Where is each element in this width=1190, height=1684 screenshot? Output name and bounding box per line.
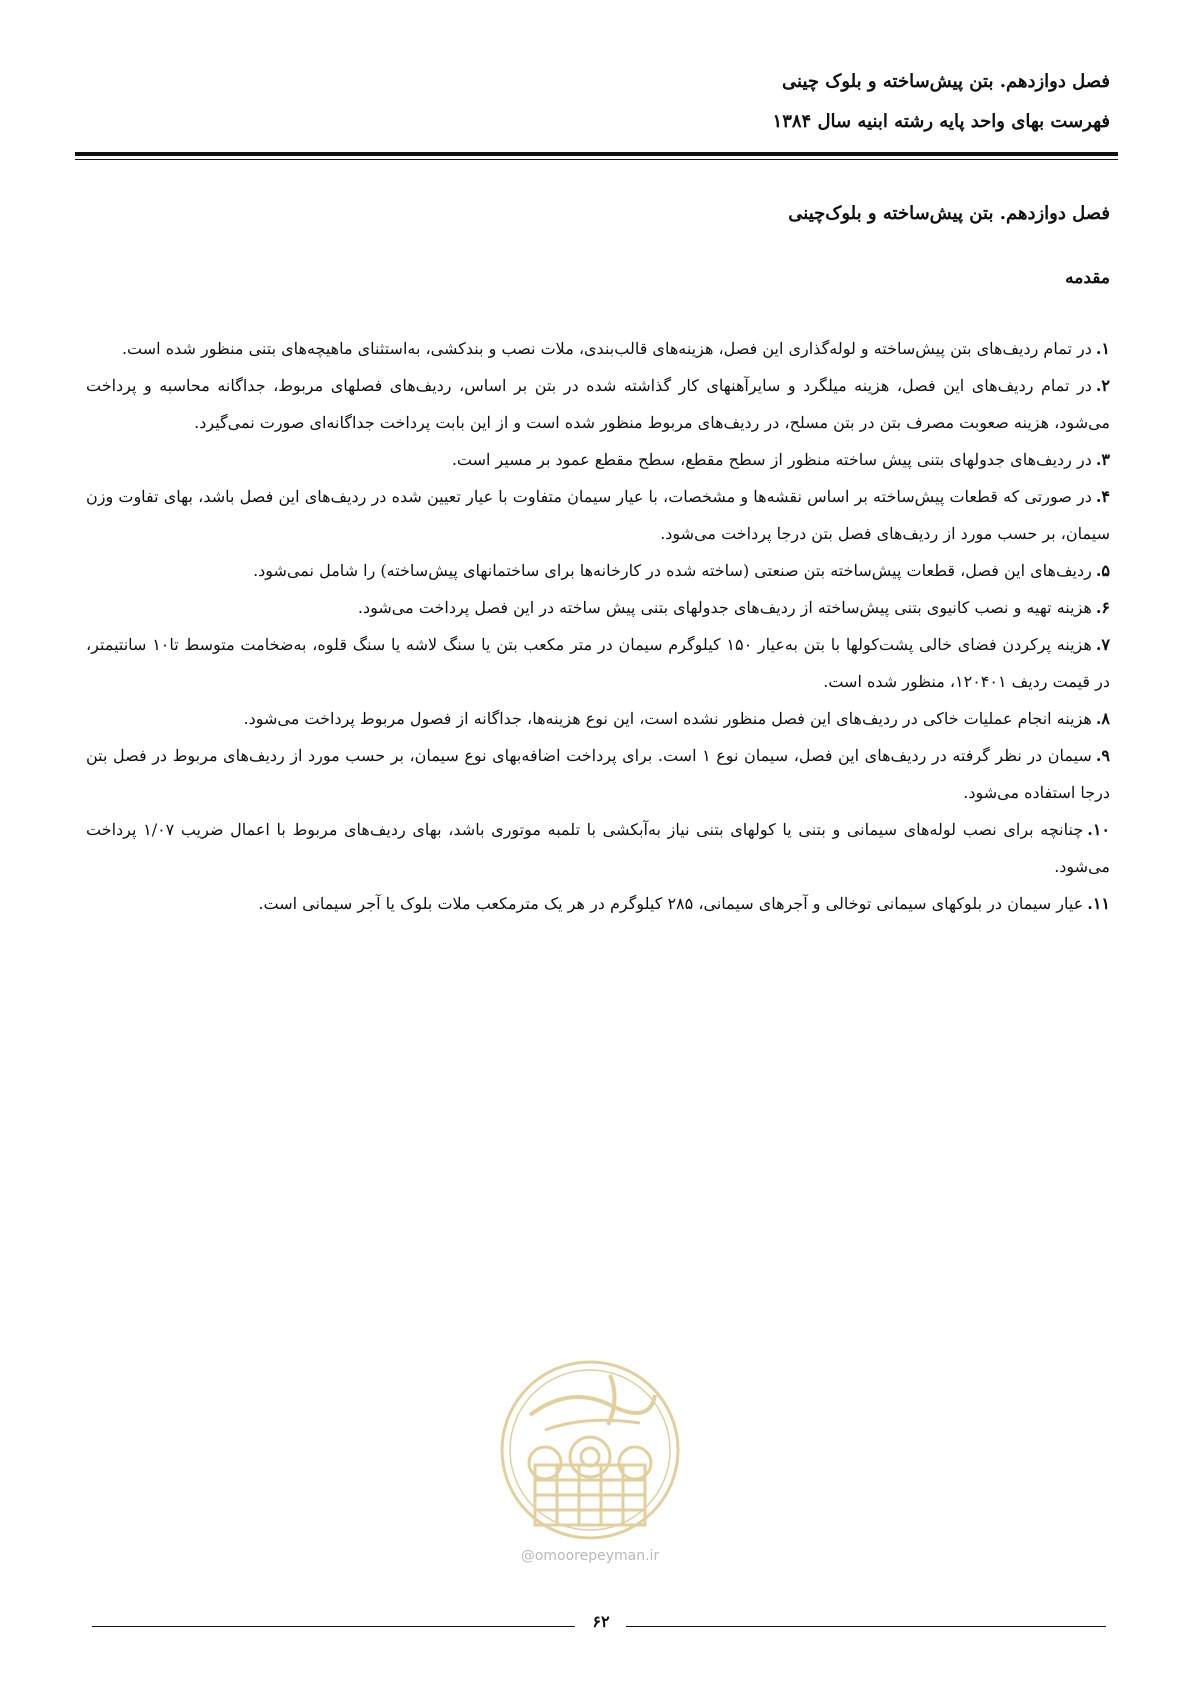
item-number: ۸. xyxy=(1095,709,1110,728)
intro-item xyxy=(86,885,1110,922)
intro-item xyxy=(86,811,1110,885)
item-text: در تمام ردیف‌های این فصل، هزینه میلگرد و سایرآهنهای کار گذاشته شده در بتن بر اساس، ردیف‌های فصلهای مربوط، جداگانه محاسبه و پرداخت می‌شود، هزینه صعوبت مصرف بتن در بتن مسلح، در ردیف‌های مربوط منظور شده است و از این بابت پرداخت جداگانه‌ای صورت نمی‌گیرد. xyxy=(86,376,1110,432)
footer-rule-left xyxy=(92,1626,575,1627)
item-number: ۵. xyxy=(1095,561,1110,580)
item-text: هزینه انجام عملیات خاکی در ردیف‌های این فصل منظور نشده است، این نوع هزینه‌ها، جداگانه از فصول مربوط پرداخت می‌شود. xyxy=(243,709,1092,728)
item-text: در تمام ردیف‌های بتن پیش‌ساخته و لوله‌گذاری این فصل، هزینه‌های قالب‌بندی، ملات نصب و بندکشی، به‌استثنای ماهیچه‌های بتنی منظور شده است. xyxy=(121,339,1092,358)
watermark-logo xyxy=(490,1345,690,1575)
page-header xyxy=(75,62,1110,142)
item-number: ۳. xyxy=(1095,450,1110,469)
item-number: ۷. xyxy=(1095,635,1110,654)
chapter-title: فصل دوازدهم. بتن پیش‌ساخته و بلوک‌چینی xyxy=(788,203,1110,224)
intro-item xyxy=(86,626,1110,700)
header-rule-thick xyxy=(75,152,1118,156)
item-number: ۱. xyxy=(1095,339,1110,358)
intro-heading: مقدمه xyxy=(1065,268,1110,288)
item-text: در ردیف‌های جدولهای بتنی پیش ساخته منظور از سطح مقطع، سطح مقطع عمود بر مسیر است. xyxy=(451,450,1092,469)
item-text: هزینه تهیه و نصب کانیوی بتنی پیش‌ساخته از ردیف‌های جدولهای بتنی پیش ساخته در این فصل پرداخت می‌شود. xyxy=(357,598,1092,617)
page-number: ۶۲ xyxy=(592,1612,610,1631)
item-number: ۱۱. xyxy=(1087,894,1110,913)
item-text: در صورتی که قطعات پیش‌ساخته بر اساس نقشه‌ها و مشخصات، با عیار سیمان متفاوت با عیار تعیین شده در ردیف‌های این فصل باشد، بهای تفاوت وزن سیمان، بر حسب مورد از ردیف‌های فصل بتن درجا پرداخت می‌شود. xyxy=(86,487,1110,543)
intro-item xyxy=(86,552,1110,589)
item-text: ردیف‌های این فصل، قطعات پیش‌ساخته بتن صنعتی (ساخته شده در کارخانه‌ها برای ساختمانهای پیش‌ساخته) را شامل نمی‌شود. xyxy=(253,561,1092,580)
item-text: سیمان در نظر گرفته در ردیف‌های این فصل، سیمان نوع ۱ است. برای پرداخت اضافه‌بهای نوع سیمان، بر حسب مورد از ردیف‌های مربوط در فصل بتن درجا استفاده می‌شود. xyxy=(86,746,1110,802)
item-number: ۴. xyxy=(1095,487,1110,506)
intro-item xyxy=(86,478,1110,552)
intro-item xyxy=(86,700,1110,737)
intro-item xyxy=(86,589,1110,626)
intro-items-list xyxy=(86,330,1110,922)
item-text: چنانچه برای نصب لوله‌های سیمانی و بتنی یا کولهای بتنی نیاز به‌آبکشی با تلمبه موتوری باشد، بهای ردیف‌های مربوط با اعمال ضریب ۱/۰۷ پرداخت می‌شود. xyxy=(86,820,1110,876)
header-price-list-line: فهرست بهای واحد پایه رشته ابنیه سال ۱۳۸۴ xyxy=(772,111,1110,132)
item-text: عیار سیمان در بلوکهای سیمانی توخالی و آجرهای سیمانی، ۲۸۵ کیلوگرم در هر یک مترمکعب ملات بلوک یا آجر سیمانی است. xyxy=(258,894,1084,913)
item-number: ۲. xyxy=(1095,376,1110,395)
intro-item xyxy=(86,737,1110,811)
header-chapter-line: فصل دوازدهم. بتن پیش‌ساخته و بلوک چینی xyxy=(782,71,1110,92)
item-number: ۱۰. xyxy=(1087,820,1110,839)
intro-item xyxy=(86,441,1110,478)
intro-item xyxy=(86,330,1110,367)
item-number: ۹. xyxy=(1095,746,1111,765)
watermark-seal-icon xyxy=(490,1345,690,1555)
header-rule-thin xyxy=(75,159,1118,160)
footer-rule-right xyxy=(626,1626,1106,1627)
item-text: هزینه پرکردن فضای خالی پشت‌کولها با بتن به‌عیار ۱۵۰ کیلوگرم سیمان در متر مکعب بتن یا سنگ لاشه یا سنگ قلوه، به‌ضخامت متوسط تا۱۰ سانتیمتر، در قیمت ردیف ۱۲۰۴۰۱، منظور شده است. xyxy=(86,635,1110,691)
item-number: ۶. xyxy=(1095,598,1110,617)
intro-item xyxy=(86,367,1110,441)
watermark-site-text: @omoorepeyman.ir xyxy=(520,1548,660,1564)
